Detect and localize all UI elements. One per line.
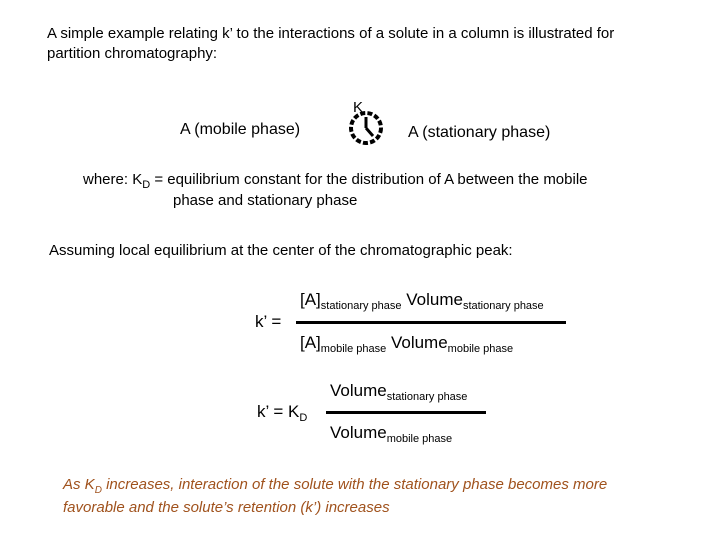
reaction-constant: K <box>353 99 364 116</box>
where-line-2: phase and stationary phase <box>173 192 358 209</box>
conclusion-line-2: favorable and the solute’s retention (k’) increases <box>63 499 390 516</box>
eq1-den-conc: [A] <box>300 333 321 352</box>
where-sub: D <box>142 179 151 191</box>
eq1-den-vol-sub: mobile phase <box>447 343 514 355</box>
where-prefix: where: K <box>83 171 143 188</box>
conclusion-line-1: increases, interaction of the solute with the stationary phase becomes more <box>101 476 608 493</box>
equilibrium-arrow-icon <box>346 108 386 148</box>
eq2-num-vol: Volume <box>330 381 387 400</box>
intro-text <box>47 24 687 64</box>
where-definition <box>83 170 588 211</box>
eq1-den-conc-sub: mobile phase <box>320 343 387 355</box>
where-line-1: = equilibrium constant for the distribution of A between the mobile <box>150 171 588 188</box>
eq1-denominator <box>300 333 513 353</box>
eq2-lhs-sub: D <box>299 412 308 424</box>
assumption-text: Assuming local equilibrium at the center of the chromatographic peak: <box>49 242 513 259</box>
conclusion-sub: D <box>94 485 102 496</box>
intro-line-2: partition chromatography: <box>47 45 218 62</box>
eq2-lhs <box>257 402 307 422</box>
eq2-num-vol-sub: stationary phase <box>386 391 468 403</box>
eq2-lhs-text: k’ = K <box>257 402 300 421</box>
eq2-den-vol-sub: mobile phase <box>386 433 453 445</box>
reaction-right: A (stationary phase) <box>408 124 551 141</box>
intro-line-1: A simple example relating k’ to the interactions of a solute in a column is illustrated for <box>47 25 615 42</box>
eq1-num-conc: [A] <box>300 290 321 309</box>
eq1-numerator <box>300 290 544 310</box>
eq2-fraction-bar <box>326 411 486 414</box>
conclusion-text <box>63 474 607 518</box>
reaction-left: A (mobile phase) <box>180 121 301 138</box>
eq1-lhs: k’ = <box>255 312 282 331</box>
eq1-num-vol: Volume <box>406 290 463 309</box>
eq1-num-conc-sub: stationary phase <box>320 300 402 312</box>
conclusion-prefix: As K <box>63 476 95 493</box>
eq2-numerator <box>330 381 467 401</box>
eq2-den-vol: Volume <box>330 423 387 442</box>
eq2-denominator <box>330 423 452 443</box>
eq1-fraction-bar <box>296 321 566 324</box>
eq1-num-vol-sub: stationary phase <box>462 300 544 312</box>
eq1-den-vol: Volume <box>390 333 448 352</box>
